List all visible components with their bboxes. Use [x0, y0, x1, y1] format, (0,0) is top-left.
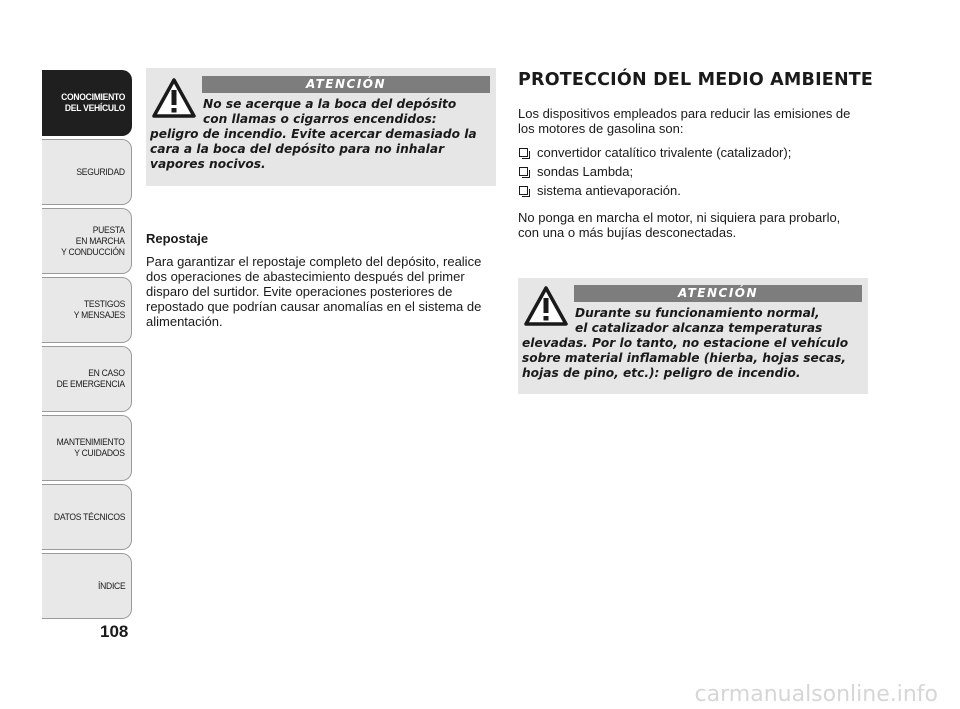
warning-text-body: elevadas. Por lo tanto, no estacione el vehículo sobre material inflamable (hierba, hojas secas, hojas de pino, etc.): peligro de incendio.	[522, 336, 849, 380]
tab-indice[interactable]	[42, 553, 132, 619]
tab-en-caso-de-emergencia[interactable]	[42, 346, 132, 412]
tab-mantenimiento-y-cuidados[interactable]	[42, 415, 132, 481]
tab-testigos-y-mensajes[interactable]	[42, 277, 132, 343]
warning-text-line1: Durante su funcionamiento normal,	[575, 306, 820, 320]
refuel-text: Para garantizar el repostaje completo del depósito, realice dos operaciones de abastecimiento después del primer disparo del surtidor. Evite operaciones posteriores de repostado que podrían causar anomalías en el sistema de alimentación.	[146, 254, 482, 329]
environment-note: No ponga en marcha el motor, ni siquiera para probarlo, con una o más bujías desconectadas.	[518, 210, 841, 240]
warning-header: ATENCIÓN	[574, 285, 862, 302]
tab-label: CONOCIMIENTO DEL VEHÍCULO	[60, 92, 125, 114]
warning-box-catalyst	[518, 278, 868, 394]
tab-puesta-en-marcha[interactable]	[42, 208, 132, 274]
list-item: sistema antievaporación.	[518, 181, 791, 200]
list-item: sondas Lambda;	[518, 162, 791, 181]
warning-box-fuel	[146, 68, 496, 186]
environment-intro: Los dispositivos empleados para reducir las emisiones de los motores de gasolina son:	[518, 106, 851, 136]
tab-seguridad[interactable]	[42, 139, 132, 205]
warning-triangle-icon	[524, 286, 568, 326]
tab-label: DATOS TÉCNICOS	[53, 511, 125, 523]
tab-label: ÍNDICE	[97, 580, 125, 592]
warning-triangle-icon	[152, 78, 196, 118]
tab-label: EN CASO DE EMERGENCIA	[56, 368, 125, 390]
tab-datos-tecnicos[interactable]	[42, 484, 132, 550]
tab-conocimiento-del-vehiculo[interactable]	[42, 70, 132, 136]
checkbox-bullet-icon	[519, 148, 528, 157]
section-title: PROTECCIÓN DEL MEDIO AMBIENTE	[518, 70, 874, 90]
checkbox-bullet-icon	[519, 186, 528, 195]
tab-label: SEGURIDAD	[76, 166, 125, 178]
warning-text-body: peligro de incendio. Evite acercar demasiado la cara a la boca del depósito para no inhalar vapores nocivos.	[150, 127, 477, 171]
tab-label: PUESTA EN MARCHA Y CONDUCCIÓN	[61, 224, 125, 258]
watermark: carmanualsonline.info	[694, 682, 938, 707]
warning-text-line2: con llamas o cigarros encendidos:	[203, 112, 437, 126]
page-number: 108	[100, 622, 129, 641]
tab-label: TESTIGOS Y MENSAJES	[73, 299, 125, 321]
tab-label: MANTENIMIENTO Y CUIDADOS	[56, 437, 125, 459]
refuel-heading: Repostaje	[146, 231, 209, 246]
emission-devices-list	[518, 143, 791, 200]
checkbox-bullet-icon	[519, 167, 528, 176]
warning-text-line1: No se acerque a la boca del depósito	[203, 97, 457, 111]
warning-text-line2: el catalizador alcanza temperaturas	[575, 321, 823, 335]
list-item: convertidor catalítico trivalente (catalizador);	[518, 143, 791, 162]
warning-header: ATENCIÓN	[202, 76, 490, 93]
